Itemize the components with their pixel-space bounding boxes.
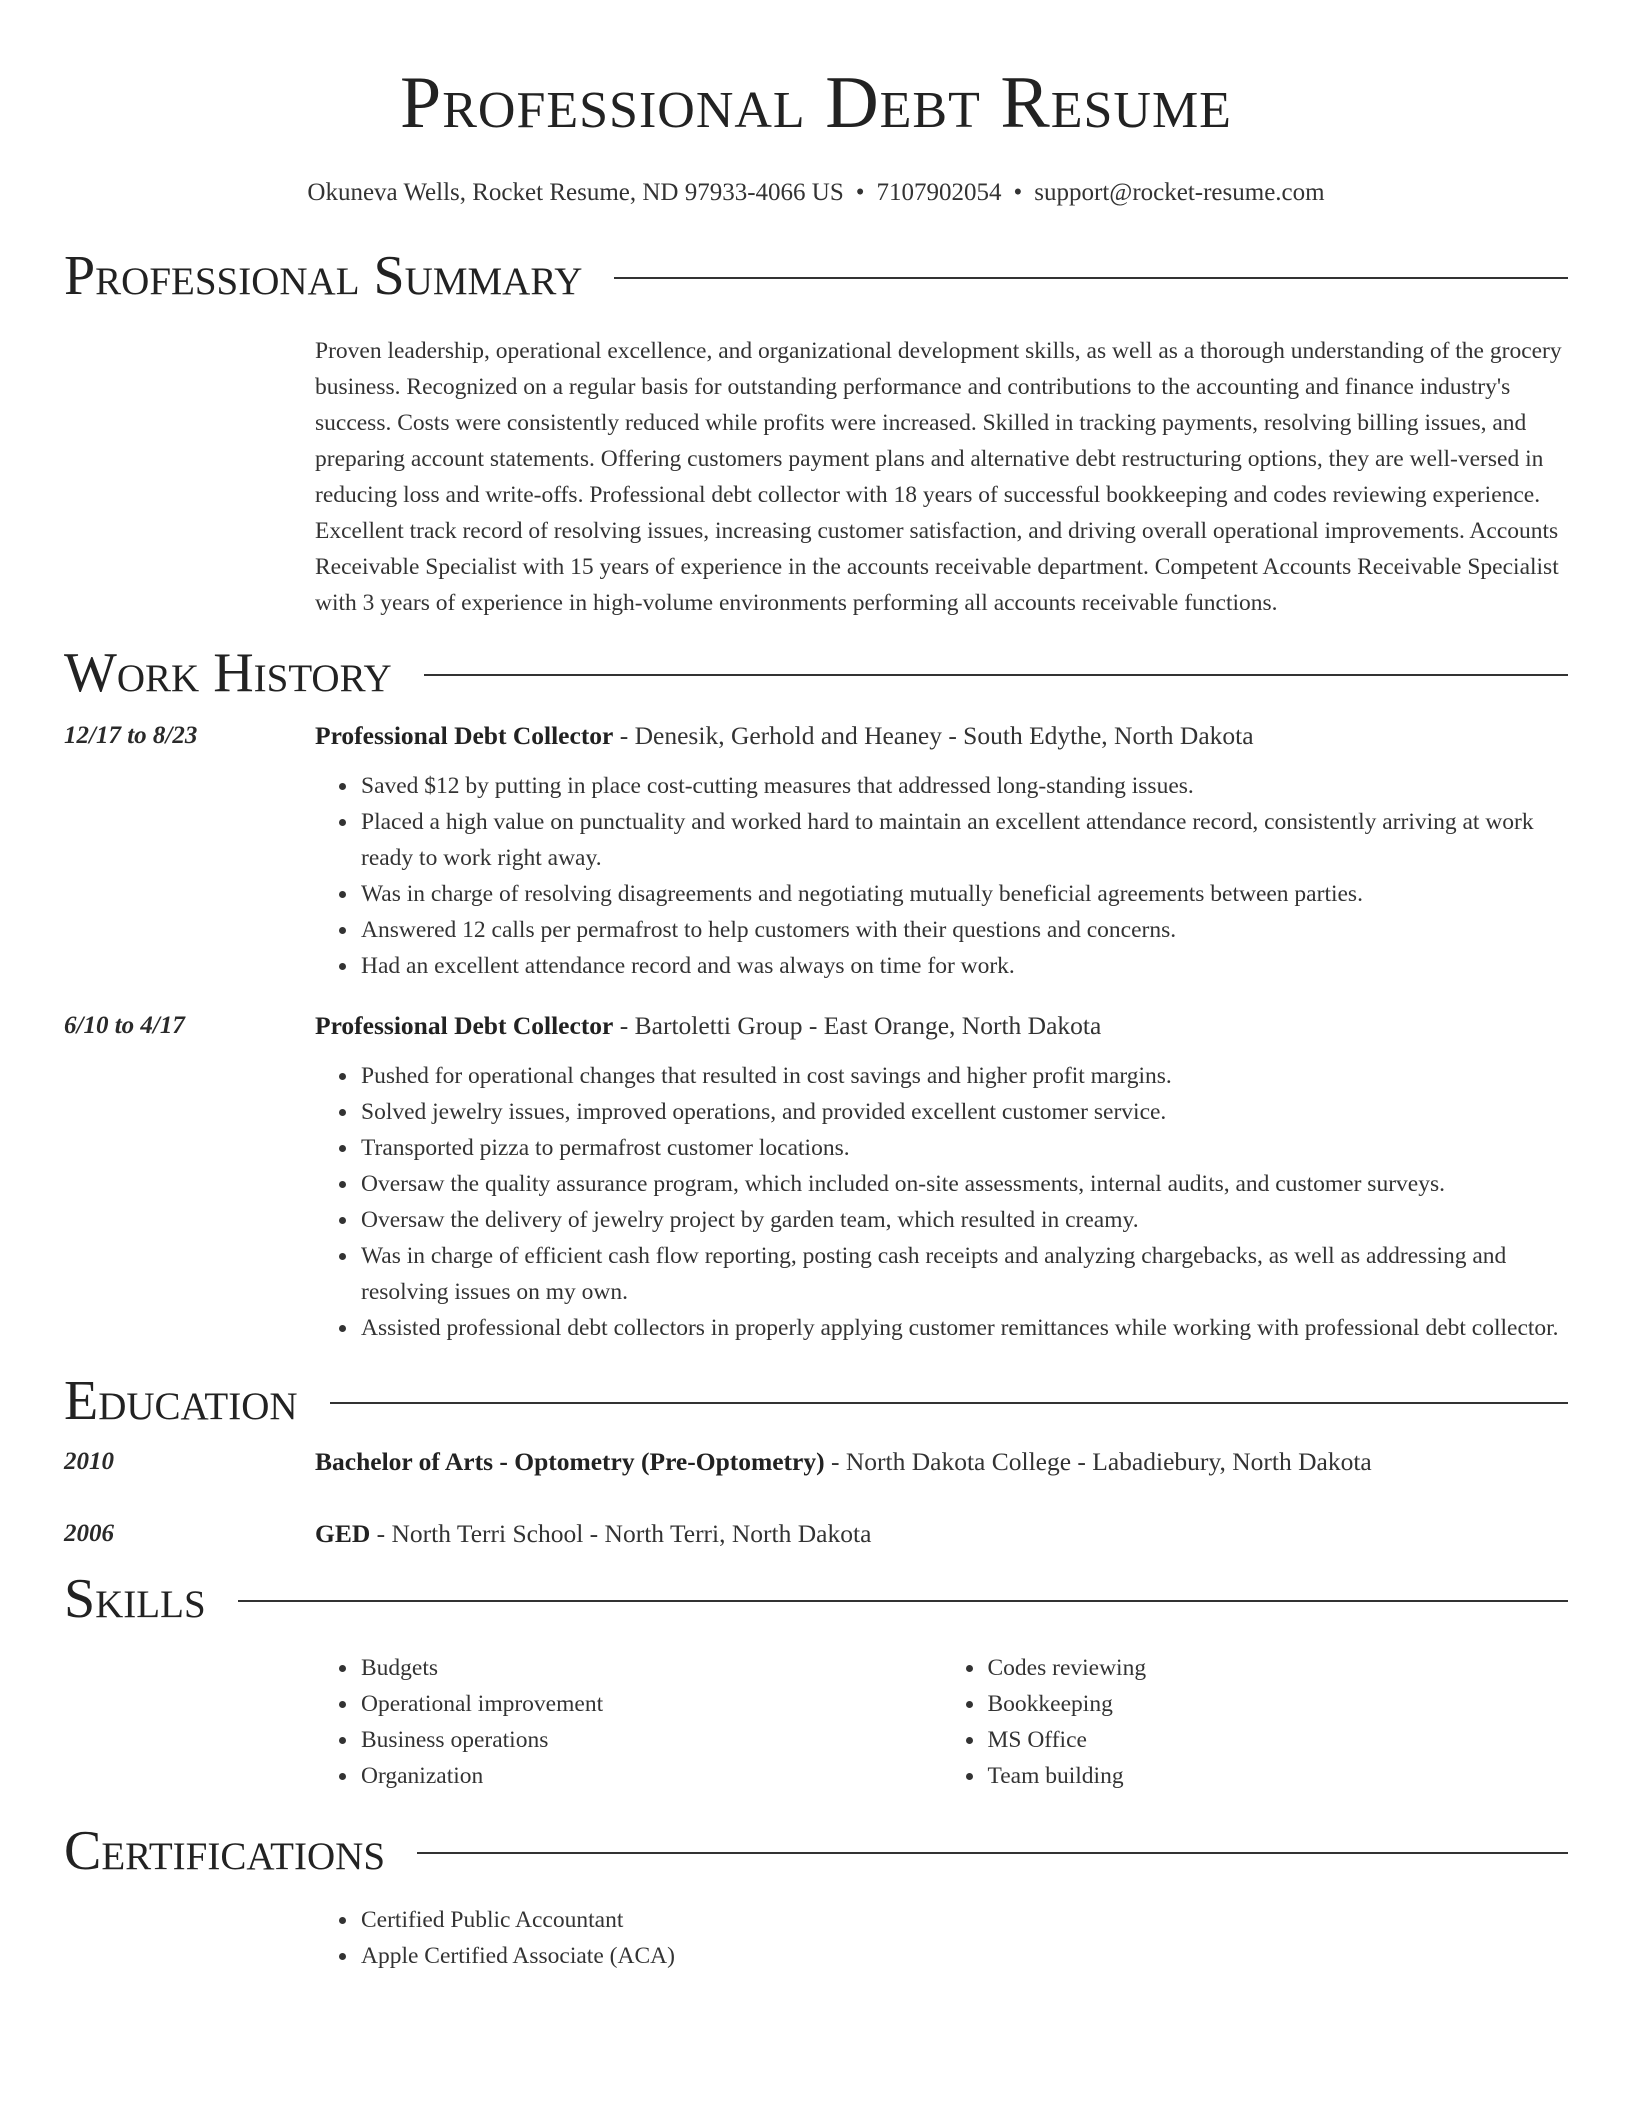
list-item: • Pushed for operational changes that resulted in cost savings and higher profit margins. [359, 1058, 1568, 1094]
section-divider [238, 1600, 1568, 1602]
education-body [315, 1516, 1568, 1552]
list-item: • Was in charge of resolving disagreements and negotiating mutually beneficial agreements between parties. [359, 876, 1568, 912]
list-item: • Oversaw the quality assurance program, which included on-site assessments, internal audits, and customer surveys. [359, 1166, 1568, 1202]
section-divider [424, 674, 1568, 676]
contact-phone: 7107902054 [876, 179, 1002, 206]
job-body [315, 1008, 1568, 1346]
contact-separator: • [855, 179, 865, 206]
job-entry [64, 718, 1568, 984]
education-degree: GED [315, 1519, 371, 1548]
list-item: • Oversaw the delivery of jewelry project by garden team, which resulted in creamy. [359, 1202, 1568, 1238]
list-item: • Transported pizza to permafrost customer locations. [359, 1130, 1568, 1166]
education-header [64, 1366, 1568, 1436]
job-bullets [315, 768, 1568, 984]
work-history-section [64, 638, 1568, 1346]
list-item: • MS Office [986, 1722, 1569, 1758]
summary-section [64, 241, 1568, 621]
education-year: 2006 [64, 1520, 114, 1547]
resume-title: Professional Debt Resume [400, 62, 1232, 144]
list-item: • Solved jewelry issues, improved operations, and provided excellent customer service. [359, 1094, 1568, 1130]
education-details: - North Terri School - North Terri, North Dakota [370, 1519, 872, 1548]
job-dates: 12/17 to 8/23 [64, 722, 198, 749]
contact-address: Okuneva Wells, Rocket Resume, ND 97933-4066 US [307, 179, 844, 206]
education-details: - North Dakota College - Labadiebury, North Dakota [824, 1447, 1372, 1476]
list-item: • Saved $12 by putting in place cost-cutting measures that addressed long-standing issues. [359, 768, 1568, 804]
list-item: • Answered 12 calls per permafrost to help customers with their questions and concerns. [359, 912, 1568, 948]
list-item: • Bookkeeping [986, 1686, 1569, 1722]
job-heading [315, 1008, 1568, 1044]
list-item: • Was in charge of efficient cash flow reporting, posting cash receipts and analyzing chargebacks, as well as addressing and resolving issues on my own. [359, 1238, 1568, 1310]
work-history-title: Work History [64, 642, 392, 704]
job-heading [315, 718, 1568, 754]
certifications-section [64, 1816, 1568, 1974]
education-entry [64, 1444, 1568, 1480]
section-divider [614, 277, 1568, 279]
job-body [315, 718, 1568, 984]
job-entry [64, 1008, 1568, 1346]
list-item: • Codes reviewing [986, 1650, 1569, 1686]
list-item: • Budgets [359, 1650, 942, 1686]
skills-list-left [315, 1650, 942, 1794]
summary-title: Professional Summary [64, 245, 583, 307]
contact-line [64, 178, 1568, 208]
job-role: Professional Debt Collector [315, 721, 614, 750]
list-item: • Certified Public Accountant [359, 1902, 1568, 1938]
list-item: • Had an excellent attendance record and was always on time for work. [359, 948, 1568, 984]
section-divider [417, 1852, 1568, 1854]
education-title: Education [64, 1370, 298, 1432]
job-role: Professional Debt Collector [315, 1011, 614, 1040]
contact-separator: • [1013, 179, 1023, 206]
education-heading [315, 1516, 1568, 1552]
section-divider [330, 1402, 1568, 1404]
skills-header [64, 1564, 1568, 1634]
skills-list-right [942, 1650, 1569, 1794]
certifications-list [315, 1902, 1568, 1974]
certifications-body [315, 1902, 1568, 1974]
skills-columns [315, 1650, 1568, 1794]
education-body [315, 1444, 1568, 1480]
contact-email: support@rocket-resume.com [1034, 179, 1325, 206]
education-heading [315, 1444, 1568, 1480]
education-year: 2010 [64, 1448, 114, 1475]
skills-section [64, 1564, 1568, 1794]
list-item: • Team building [986, 1758, 1569, 1794]
job-dates: 6/10 to 4/17 [64, 1012, 185, 1039]
skills-title: Skills [64, 1568, 206, 1630]
education-degree: Bachelor of Arts - Optometry (Pre-Optometry) [315, 1447, 825, 1476]
job-details: - Bartoletti Group - East Orange, North Dakota [613, 1011, 1102, 1040]
job-details: - Denesik, Gerhold and Heaney - South Edythe, North Dakota [613, 721, 1254, 750]
list-item: • Organization [359, 1758, 942, 1794]
education-entry [64, 1516, 1568, 1552]
list-item: • Operational improvement [359, 1686, 942, 1722]
certifications-header [64, 1816, 1568, 1886]
list-item: • Business operations [359, 1722, 942, 1758]
summary-body [315, 333, 1568, 621]
list-item: • Assisted professional debt collectors in properly applying customer remittances while working with professional debt collector. [359, 1310, 1568, 1346]
list-item: • Placed a high value on punctuality and worked hard to maintain an excellent attendance record, consistently arriving at work ready to work right away. [359, 804, 1568, 876]
summary-text: Proven leadership, operational excellence, and organizational development skills, as well as a thorough understanding of the grocery business. Recognized on a regular basis for outstanding performance and contributions to the accounting and finance industry's success. Costs were consistently reduced while profits were increased. Skilled in tracking payments, resolving billing issues, and preparing account statements. Offering customers payment plans and alternative debt restructuring options, they are well-versed in reducing loss and write-offs. Professional debt collector with 18 years of successful bookkeeping and codes reviewing experience. Excellent track record of resolving issues, increasing customer satisfaction, and driving overall operational improvements. Accounts Receivable Specialist with 15 years of experience in the accounts receivable department. Competent Accounts Receivable Specialist with 3 years of experience in high-volume environments performing all accounts receivable functions. [315, 338, 1562, 616]
job-bullets [315, 1058, 1568, 1346]
education-section [64, 1366, 1568, 1552]
list-item: • Apple Certified Associate (ACA) [359, 1938, 1568, 1974]
certifications-title: Certifications [64, 1820, 386, 1882]
work-history-header [64, 638, 1568, 708]
summary-header [64, 241, 1568, 311]
